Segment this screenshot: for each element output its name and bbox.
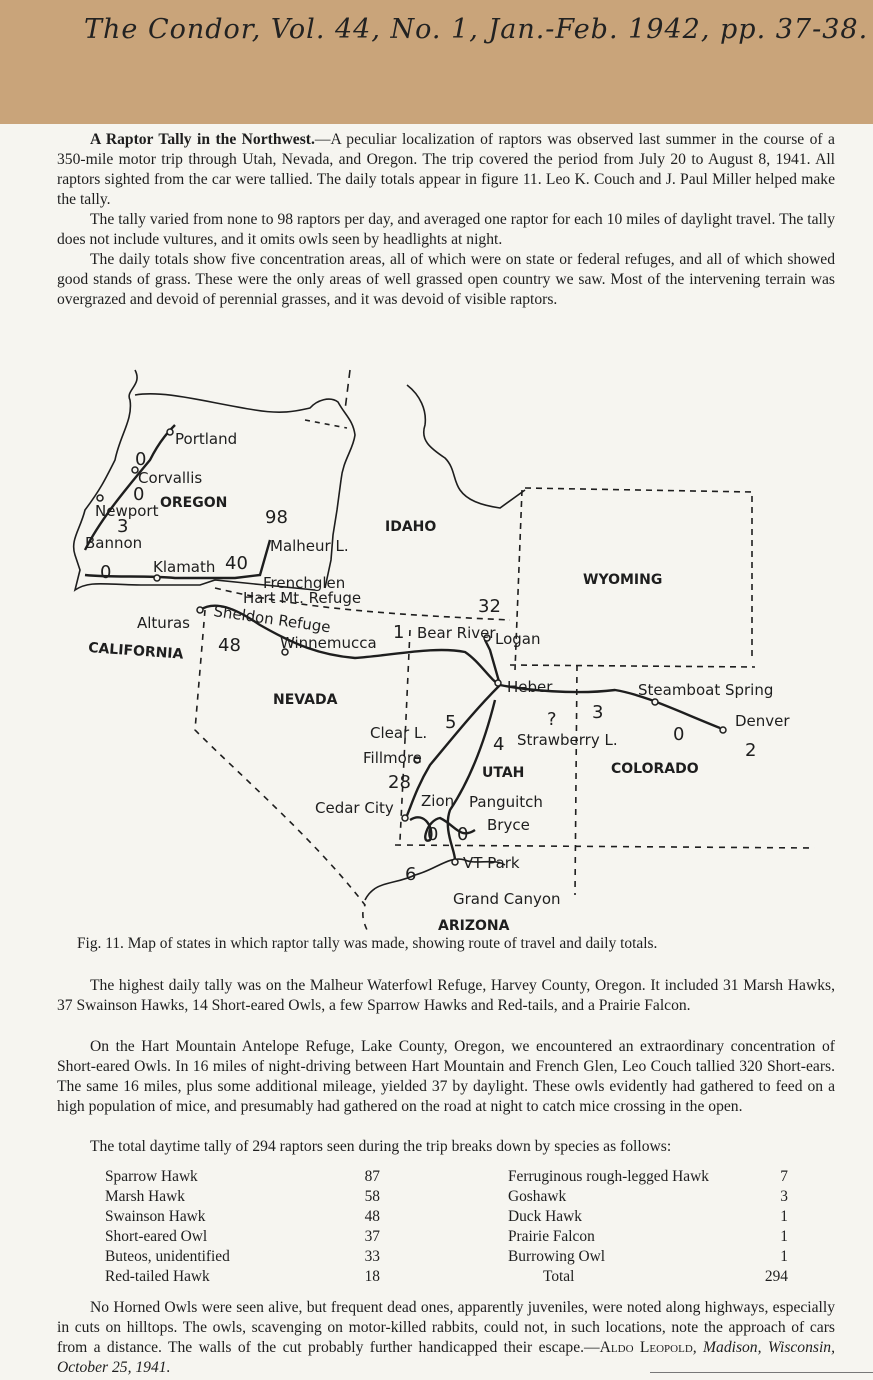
paragraph-tally-range: The tally varied from none to 98 raptors per day, and averaged one raptor for each 10 miles of daylight travel. The tally does not include vultures, and it omits owls seen by headlights at night. <box>57 211 835 248</box>
daily-total: 3 <box>117 516 129 537</box>
map-label-denver: Denver <box>735 712 790 730</box>
map-label-frenchglen: Frenchglen <box>263 574 346 592</box>
map-label-winnemucca: Winnemucca <box>280 634 377 652</box>
portland-marker <box>167 429 173 435</box>
species-name: Ferruginous rough-legged Hawk <box>508 1168 709 1185</box>
tally-row <box>508 1187 788 1207</box>
tally-row <box>105 1227 380 1247</box>
article-title: A Raptor Tally in the Northwest. <box>90 131 315 148</box>
map-label-klamath: Klamath <box>153 558 216 576</box>
tally-row <box>508 1167 788 1187</box>
handwritten-citation: The Condor, Vol. 44, No. 1, Jan.-Feb. 1942, pp. 37-38. <box>84 14 869 45</box>
map-label-bear-river: Bear River <box>417 624 496 642</box>
species-count: 33 <box>364 1247 380 1265</box>
state-label-arizona: ARIZONA <box>438 918 510 934</box>
species-name: Duck Hawk <box>508 1207 582 1225</box>
tally-column-left <box>105 1167 380 1286</box>
daily-total: 0 <box>135 449 147 470</box>
map-label-zion: Zion <box>421 792 455 810</box>
species-count: 87 <box>364 1168 380 1185</box>
map-label-bryce: Bryce <box>487 816 530 834</box>
species-name: Sparrow Hawk <box>105 1168 198 1185</box>
steamboat-marker <box>652 699 658 705</box>
species-count: 1 <box>780 1207 788 1225</box>
tally-row <box>105 1267 380 1287</box>
tally-row <box>508 1227 788 1247</box>
route-coast <box>85 425 175 550</box>
daily-total: 0 <box>457 824 469 845</box>
species-count: 7 <box>780 1168 788 1185</box>
map-label-sheldon: Sheldon Refuge <box>212 602 332 637</box>
paragraph-hart-mountain: On the Hart Mountain Antelope Refuge, Lake County, Oregon, we encountered an extraordinary concentration of Short-eared Owls. In 16 miles of night-driving between Hart Mountain and French Glen, Leo Couch tallied 320 Short-ears. The same 16 miles, plus some additional mileage, yielded 37 by daylight. These owls evidently had gathered to feed on a high population of mice, and presumably had gathered on the road at night to catch mice crossing in the open. <box>57 1038 835 1115</box>
species-name: Goshawk <box>508 1187 567 1205</box>
intro-text: —A peculiar localization of raptors was observed last summer in the course of a 350-mile motor trip through Utah, Nevada, and Oregon. The trip covered the period from July 20 to August 8, 1941. All raptors sighted from the car were tallied. The daily totals appear in figure 11. Leo K. Couch and J. Paul Miller helped make the tally. <box>57 131 835 208</box>
tally-row <box>105 1207 380 1227</box>
paragraph-horned-owls <box>57 1298 835 1378</box>
daily-total: 0 <box>100 562 112 583</box>
map-label-steamboat: Steamboat Spring <box>638 681 774 699</box>
species-name: Red-tailed Hawk <box>105 1267 210 1285</box>
paragraph-concentration: The daily totals show five concentration areas, all of which were on state or federal refuges, and all of which showed good stands of grass. These were the only areas of well grassed open country we saw. Most of the intervening terrain was overgrazed and devoid of perennial grasses, and it was devoid of visible raptors. <box>57 251 835 308</box>
daily-total: 98 <box>265 507 288 528</box>
utah-arizona-border <box>395 845 815 848</box>
daily-total: 40 <box>225 553 248 574</box>
daily-total: 5 <box>445 712 457 733</box>
species-name: Marsh Hawk <box>105 1187 185 1205</box>
species-count: 18 <box>364 1267 380 1285</box>
species-count: 48 <box>364 1207 380 1225</box>
figure-caption: Fig. 11. Map of states in which raptor tally was made, showing route of travel and daily totals. <box>77 935 658 952</box>
map-label-logan: Logan <box>495 630 541 648</box>
map-label-strawberry: Strawberry L. <box>517 731 618 749</box>
utah-colorado-border <box>575 665 577 895</box>
map-label-portland: Portland <box>175 430 238 448</box>
daily-total: 48 <box>218 635 241 656</box>
map-label-grand-canyon: Grand Canyon <box>453 890 561 908</box>
daily-total: 0 <box>133 484 145 505</box>
denver-marker <box>720 727 726 733</box>
state-label-oregon: OREGON <box>160 495 228 511</box>
species-count: 3 <box>780 1187 788 1205</box>
utah-wyoming-border <box>510 665 755 667</box>
alturas-marker <box>197 607 203 613</box>
heber-marker <box>495 680 501 686</box>
species-name: Buteos, unidentified <box>105 1247 230 1265</box>
map-label-panguitch: Panguitch <box>469 793 543 811</box>
newport-marker <box>97 495 103 501</box>
cedar-city-marker <box>402 815 408 821</box>
california-nevada-border <box>195 610 367 930</box>
map-label-fillmore: Fillmore <box>363 749 422 767</box>
state-label-utah: UTAH <box>482 765 525 781</box>
species-name: Swainson Hawk <box>105 1207 206 1225</box>
tally-column-right <box>508 1167 788 1286</box>
map-label-cedar-city: Cedar City <box>315 799 394 817</box>
state-label-idaho: IDAHO <box>385 519 437 535</box>
species-count: 1 <box>780 1227 788 1245</box>
daily-total: 1 <box>393 622 405 643</box>
map-label-newport: Newport <box>95 502 159 520</box>
map-label-corvallis: Corvallis <box>138 469 203 487</box>
map-label-alturas: Alturas <box>137 614 190 632</box>
map-label-hart-mt: Hart Mt. Refuge <box>243 589 362 607</box>
map-label-vt-park: VT Park <box>463 854 520 872</box>
daily-total: ? <box>547 709 557 730</box>
paragraph-malheur: The highest daily tally was on the Malheur Waterfowl Refuge, Harvey County, Oregon. It included 31 Marsh Hawks, 37 Swainson Hawks, 14 Short-eared Owls, a few Sparrow Hawks and Red-tails, and a Prairie Falcon. <box>57 977 835 1014</box>
author-name: Aldo Leopold <box>599 1339 693 1356</box>
place-date: , Madison, Wisconsin, October 25, 1941. <box>57 1339 835 1376</box>
intro-paragraph <box>57 130 835 210</box>
species-name: Short-eared Owl <box>105 1227 208 1245</box>
tally-row <box>508 1207 788 1227</box>
state-label-california: CALIFORNIA <box>87 640 184 663</box>
horned-owls-text: No Horned Owls were seen alive, but frequent dead ones, apparently juveniles, were noted along highways, especially in cuts on hilltops. The owls, scavenging on motor-killed rabbits, could not, in such locations, note the approach of cars from a distance. The walls of the cut probably further handicapped their escape.— <box>57 1299 835 1356</box>
daily-total: 4 <box>493 734 505 755</box>
tally-row <box>105 1167 380 1187</box>
daily-total: 0 <box>427 824 439 845</box>
map-label-heber: Heber <box>507 678 553 696</box>
route-map-figure <box>55 340 835 940</box>
paragraph-breakdown-intro: The total daytime tally of 294 raptors seen during the trip breaks down by species as follows: <box>90 1138 672 1155</box>
species-name: Burrowing Owl <box>508 1247 606 1265</box>
daily-total: 28 <box>388 772 411 793</box>
washington-idaho-border <box>345 370 350 410</box>
species-count: 37 <box>364 1227 380 1245</box>
map-label-clear-lake: Clear L. <box>370 724 428 742</box>
state-label-colorado: COLORADO <box>611 761 699 777</box>
daily-total: 6 <box>405 864 417 885</box>
total-label: Total <box>543 1267 575 1285</box>
state-label-wyoming: WYOMING <box>583 572 663 588</box>
total-count: 294 <box>764 1267 788 1285</box>
tally-row <box>105 1247 380 1267</box>
idaho-montana-border <box>407 385 525 508</box>
map-label-malheur: Malheur L. <box>270 537 349 555</box>
scan-edge-line <box>650 1372 873 1373</box>
route-map <box>55 340 835 940</box>
tally-total-row <box>508 1267 788 1287</box>
daily-total: 0 <box>673 724 685 745</box>
daily-total: 3 <box>592 702 604 723</box>
tally-row <box>508 1247 788 1267</box>
columbia-border <box>305 420 347 428</box>
vt-park-marker <box>452 859 458 865</box>
species-name: Prairie Falcon <box>508 1227 595 1245</box>
daily-total: 32 <box>478 596 501 617</box>
species-count: 58 <box>364 1187 380 1205</box>
map-label-bannon: Bannon <box>85 534 143 552</box>
tally-row <box>105 1187 380 1207</box>
species-count: 1 <box>780 1247 788 1265</box>
daily-total: 2 <box>745 740 757 761</box>
state-label-nevada: NEVADA <box>273 692 338 708</box>
